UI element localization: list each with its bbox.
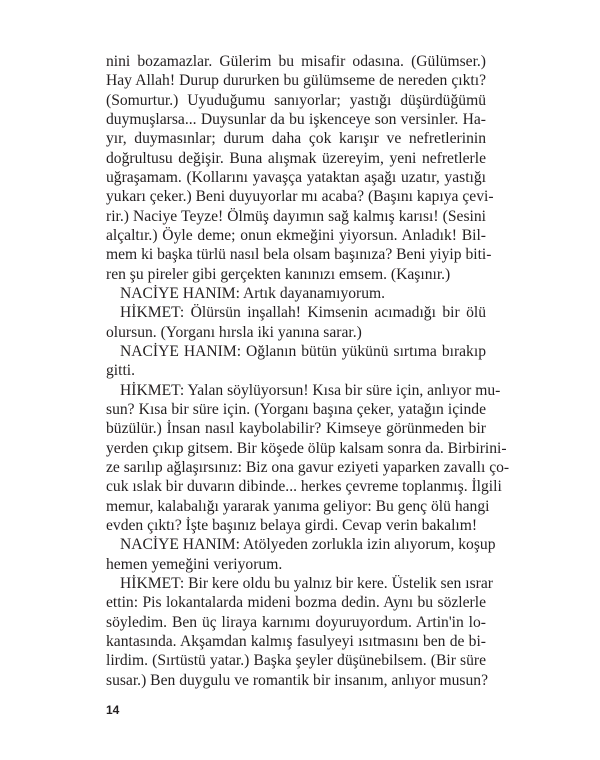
text-line: olursun. (Yorganı hırsla iki yanına sarar.) xyxy=(106,323,362,341)
text-line: gitti. xyxy=(106,362,136,380)
text-line: doğrultusu değişir. Buna alışmak üzereyim, yeni nefretlerle xyxy=(106,149,486,167)
text-line: Hay Allah! Durup dururken bu gülümseme de nereden çıktı? xyxy=(106,72,486,90)
page-body-text xyxy=(106,52,510,690)
text-line: susar.) Ben duygulu ve romantik bir insanım, anlıyor musun? xyxy=(106,671,488,689)
text-line: yerden çıkıp gitsem. Bir köşede ölüp kalsam sonra da. Birbirini- xyxy=(106,439,507,457)
text-line: mem ki başka türlü nasıl bela olsam başınıza? Beni yiyip biti- xyxy=(106,246,492,264)
text-line: alçaltır.) Öyle deme; onun ekmeğini yiyorsun. Anladık! Bil- xyxy=(106,226,486,244)
text-line: hemen yemeğini veriyorum. xyxy=(106,555,283,573)
text-line: NACİYE HANIM: Oğlanın bütün yükünü sırtıma bırakıp xyxy=(120,342,486,360)
text-line: duymuşlarsa... Duysunlar da bu işkenceye son versinler. Ha- xyxy=(106,110,486,128)
text-line: NACİYE HANIM: Artık dayanamıyorum. xyxy=(120,284,386,302)
text-line: yır, duymasınlar; durum daha çok karışır ve nefretlerinin xyxy=(106,130,486,148)
text-line: ze sarılıp ağlaşırsınız: Biz ona gavur eziyeti yaparken zavallı ço- xyxy=(106,458,510,476)
text-line: kantasında. Akşamdan kalmış fasulyeyi ısıtmasını ben de bi- xyxy=(106,632,486,650)
text-line: cuk ıslak bir duvarın dibinde... herkes çevreme toplanmış. İlgili xyxy=(106,478,502,496)
text-line: memur, kalabalığı yararak yanıma geliyor: Bu genç ölü hangi xyxy=(106,497,490,515)
text-line: sun? Kısa bir süre için. (Yorganı başına çeker, yatağın içinde xyxy=(106,400,486,418)
text-line: rir.) Naciye Teyze! Ölmüş dayımın sağ kalmış karısı! (Sesini xyxy=(106,207,486,225)
text-line: evden çıktı? İşte başınız belaya girdi. Cevap verin bakalım! xyxy=(106,516,478,534)
text-line: söyledim. Ben üç liraya karnımı doyuruyordum. Artin'in lo- xyxy=(106,613,486,631)
text-line: nini bozamazlar. Gülerim bu misafir odasına. (Gülümser.) xyxy=(106,53,486,70)
text-line: HİKMET: Ölürsün inşallah! Kimsenin acımadığı bir ölü xyxy=(120,304,486,322)
text-line: büzülür.) İnsan nasıl kaybolabilir? Kimseye görünmeden bir xyxy=(106,420,486,438)
text-line: HİKMET: Bir kere oldu bu yalnız bir kere. Üstelik sen ısrar xyxy=(120,574,493,592)
text-line: (Somurtur.) Uyuduğumu sanıyorlar; yastığı düşürdüğümü xyxy=(106,91,486,109)
text-line: NACİYE HANIM: Atölyeden zorlukla izin alıyorum, koşup xyxy=(120,536,496,554)
text-line: HİKMET: Yalan söylüyorsun! Kısa bir süre için, anlıyor mu- xyxy=(120,381,501,399)
text-line: uğraşamam. (Kollarını yavaşça yataktan aşağı uzatır, yastığı xyxy=(106,168,486,186)
page-number: 14 xyxy=(106,703,120,717)
text-line: yukarı çeker.) Beni duyuyorlar mı acaba? (Başını kapıya çevi- xyxy=(106,188,494,206)
text-line: ettin: Pis lokantalarda mideni bozma dedin. Aynı bu sözlerle xyxy=(106,594,486,612)
text-line: ren şu pireler gibi gerçekten kanınızı emsem. (Kaşınır.) xyxy=(106,265,451,283)
text-line: lirdim. (Sırtüstü yatar.) Başka şeyler düşünebilsem. (Bir süre xyxy=(106,652,486,670)
